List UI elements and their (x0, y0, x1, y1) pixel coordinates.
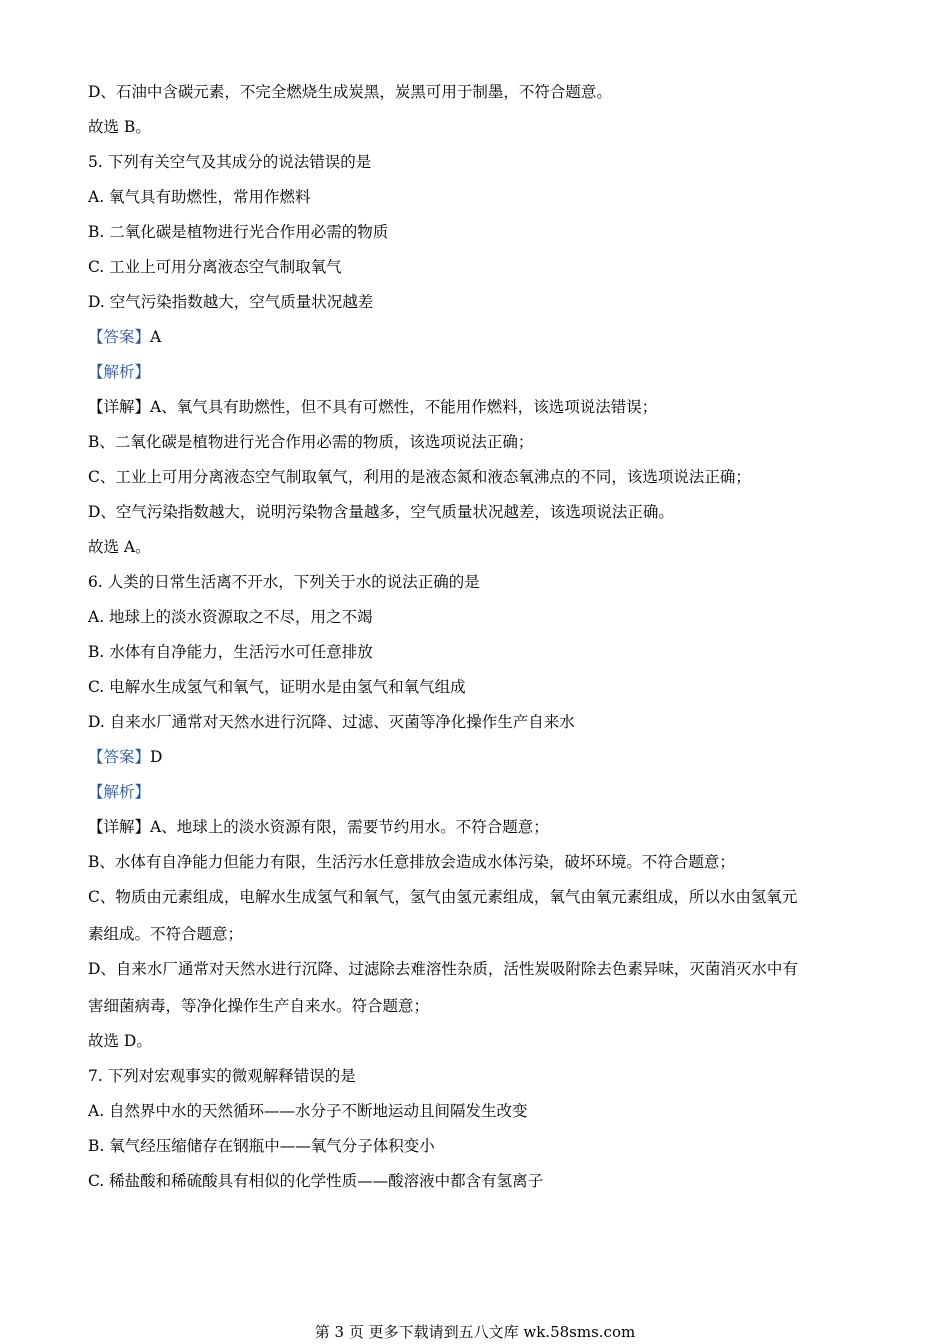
text-line: D、石油中含碳元素，不完全燃烧生成炭黑，炭黑可用于制墨，不符合题意。 (88, 83, 612, 101)
page-footer: 第 3 页 更多下载请到五八文库 wk.58sms.com (314, 1323, 636, 1341)
option-b: B. 二氧化碳是植物进行光合作用必需的物质 (88, 223, 389, 241)
text-line: 害细菌病毒，等净化操作生产自来水。符合题意； (88, 997, 430, 1015)
analysis-line (88, 362, 150, 382)
text-line: 故选 D。 (88, 1032, 152, 1050)
text-line: B、二氧化碳是植物进行光合作用必需的物质，该选项说法正确； (88, 433, 534, 451)
answer-line (88, 327, 161, 347)
text-line: 故选 B。 (88, 118, 151, 136)
analysis-line (88, 782, 150, 802)
text-line: C、物质由元素组成，电解水生成氢气和氧气，氢气由氢元素组成，氧气由氧元素组成，所以水由氢氧元 (88, 888, 798, 906)
answer-tag: 【答案】 (88, 748, 151, 766)
answer-line (88, 747, 162, 767)
answer-value: A (150, 328, 162, 346)
text-line: 故选 A。 (88, 538, 151, 556)
question-5-stem: 5. 下列有关空气及其成分的说法错误的是 (88, 153, 372, 171)
answer-value: D (150, 748, 163, 766)
text-line: D、自来水厂通常对天然水进行沉降、过滤除去难溶性杂质，活性炭吸附除去色素异味，灭菌消灭水中有 (88, 960, 798, 978)
option-c: C. 稀盐酸和稀硫酸具有相似的化学性质——酸溶液中都含有氢离子 (88, 1172, 544, 1190)
option-b: B. 氧气经压缩储存在钢瓶中——氧气分子体积变小 (88, 1137, 435, 1155)
answer-tag: 【答案】 (88, 328, 151, 346)
text-line: C、工业上可用分离液态空气制取氧气，利用的是液态氮和液态氧沸点的不同，该选项说法正确； (88, 468, 751, 486)
detail-line: 【详解】A、地球上的淡水资源有限，需要节约用水。不符合题意； (88, 818, 549, 836)
option-d: D. 空气污染指数越大，空气质量状况越差 (88, 293, 374, 311)
option-c: C. 工业上可用分离液态空气制取氧气 (88, 258, 342, 276)
option-a: A. 氧气具有助燃性，常用作燃料 (88, 188, 311, 206)
option-c: C. 电解水生成氢气和氧气，证明水是由氢气和氧气组成 (88, 678, 466, 696)
option-d: D. 自来水厂通常对天然水进行沉降、过滤、灭菌等净化操作生产自来水 (88, 713, 575, 731)
text-line: B、水体有自净能力但能力有限，生活污水任意排放会造成水体污染，破坏环境。不符合题意； (88, 853, 735, 871)
text-line: 素组成。不符合题意； (88, 925, 244, 943)
analysis-tag: 【解析】 (88, 363, 151, 381)
option-b: B. 水体有自净能力，生活污水可任意排放 (88, 643, 373, 661)
analysis-tag: 【解析】 (88, 783, 151, 801)
option-a: A. 地球上的淡水资源取之不尽，用之不竭 (88, 608, 373, 626)
detail-line: 【详解】A、氧气具有助燃性，但不具有可燃性，不能用作燃料，该选项说法错误； (88, 398, 658, 416)
question-7-stem: 7. 下列对宏观事实的微观解释错误的是 (88, 1067, 356, 1085)
question-6-stem: 6. 人类的日常生活离不开水，下列关于水的说法正确的是 (88, 573, 480, 591)
option-a: A. 自然界中水的天然循环——水分子不断地运动且间隔发生改变 (88, 1102, 528, 1120)
text-line: D、空气污染指数越大，说明污染物含量越多，空气质量状况越差，该选项说法正确。 (88, 503, 674, 521)
